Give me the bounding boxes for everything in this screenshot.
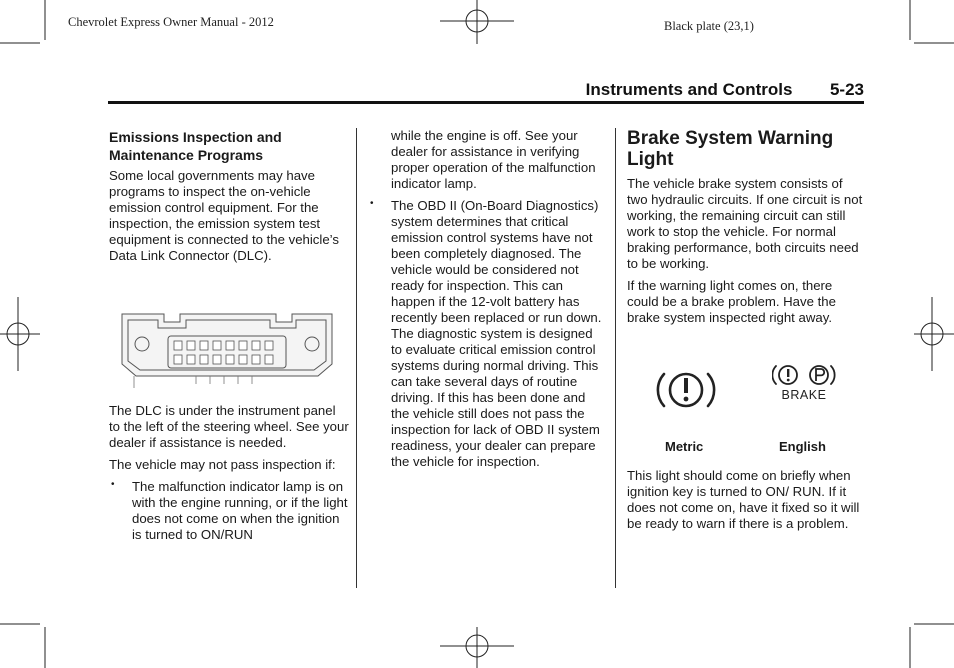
section-heading — [586, 80, 864, 100]
brake-icon-label: BRAKE — [781, 388, 827, 402]
column-3 — [627, 128, 863, 332]
bullet-1-continued: while the engine is off. See your dealer for assistance in verifying proper operation of the malfunction indicator lamp. — [391, 128, 596, 191]
emissions-heading: Emissions Inspection and Maintenance Programs — [109, 129, 282, 163]
brake-warning-heading: Brake System Warning Light — [627, 128, 834, 170]
emissions-para-1: Some local governments may have programs to inspect the on-vehicle emission control equipment. For the inspection, the emission system test equipment is connected to the vehicle’s Data Link Connector (DLC). — [109, 168, 339, 263]
column-3-lower — [627, 468, 863, 538]
dlc-connector-illustration — [118, 306, 336, 390]
manual-title: Chevrolet Express Owner Manual - 2012 — [68, 15, 274, 29]
brake-para-1: The vehicle brake system consists of two hydraulic circuits. If one circuit is not working, the remaining circuit can still work to stop the vehicle. For normal braking performance, both circuits need to be working. — [627, 176, 863, 271]
page-number: 5-23 — [829, 80, 864, 99]
section-rule — [108, 101, 864, 104]
bullet-item-1: • The malfunction indicator lamp is on with the engine running, or if the light does not come on when the ignition is turned to ON/RUN — [109, 479, 349, 543]
column-2 — [368, 128, 604, 476]
brake-para-3: This light should come on briefly when ignition key is turned to ON/ RUN. If it does not come on, have it fixed so it will be ready to warn if there is a problem. — [627, 468, 860, 531]
brake-warning-english-icon — [772, 362, 836, 402]
caption-english: English — [779, 439, 826, 454]
caption-metric: Metric — [665, 439, 704, 454]
bullet-item-2: • The OBD II (On-Board Diagnostics) system determines that critical emission control systems have not been completely diagnosed. The vehicle would be considered not ready for inspection. This can happen if the 12-volt battery has recently been replaced or run down. The diagnostic system is designed to evaluate critical emission control systems during normal driving. This can take several days of routine driving. If this has been done and the vehicle still does not pass the inspection for lack of OBD II system readiness, your dealer can prepare the vehicle for inspection. — [368, 198, 604, 470]
plate-label: Black plate (23,1) — [664, 19, 754, 33]
column-1-lower — [109, 403, 349, 549]
column-1 — [109, 128, 349, 270]
section-name: Instruments and Controls — [585, 80, 793, 99]
emissions-para-2: The DLC is under the instrument panel to the left of the steering wheel. See your dealer if assistance is needed. — [109, 403, 349, 450]
brake-exclamation-park-icon — [772, 362, 836, 388]
emissions-para-3: The vehicle may not pass inspection if: — [109, 457, 336, 472]
column-divider-2 — [615, 128, 616, 588]
brake-para-2: If the warning light comes on, there could be a brake problem. Have the brake system inspected right away. — [627, 278, 836, 325]
brake-warning-metric-icon — [655, 366, 717, 414]
column-divider-1 — [356, 128, 357, 588]
